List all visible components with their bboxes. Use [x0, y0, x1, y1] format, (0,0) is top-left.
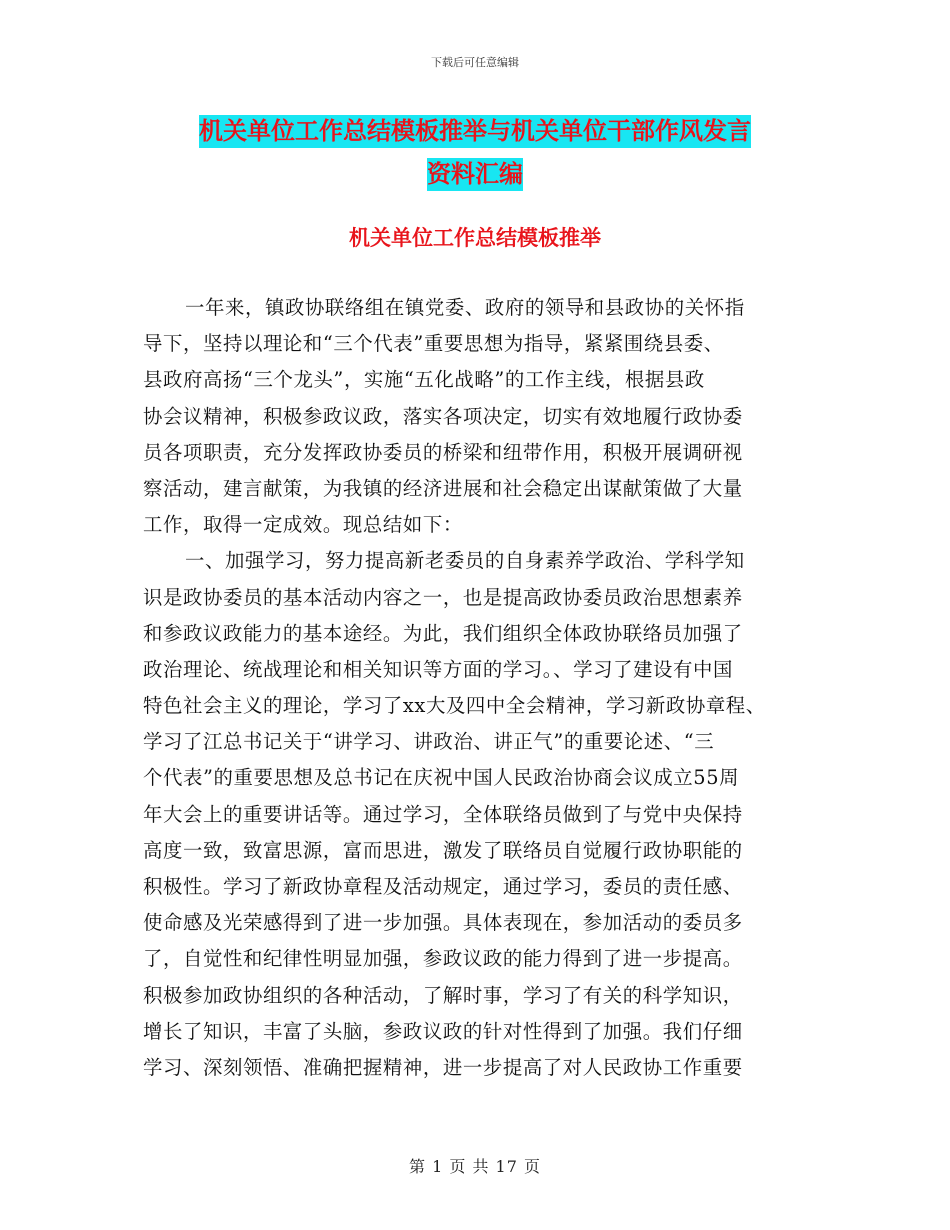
- paragraph-line: 一、加强学习，努力提高新老委员的自身素养学政治、学科学知: [185, 549, 745, 573]
- paragraph-line: 特色社会主义的理论，学习了xx大及四中全会精神，学习新政协章程、: [143, 694, 766, 718]
- paragraph-line: 和参政议政能力的基本途经。为此，我们组织全体政协联络员加强了: [143, 621, 743, 645]
- paragraph-line: 导下，坚持以理论和“三个代表”重要思想为指导，紧紧围绕县委、: [143, 332, 724, 356]
- header-note: 下载后可任意编辑: [431, 56, 519, 69]
- paragraph-line: 一年来，镇政协联络组在镇党委、政府的领导和县政协的关怀指: [185, 296, 745, 319]
- paragraph-line: 学习了江总书记关于“讲学习、讲政治、讲正气”的重要论述、“三: [143, 730, 715, 754]
- paragraph-line: 使命感及光荣感得到了进一步加强。具体表现在，参加活动的委员多: [143, 911, 743, 935]
- paragraph-line: 增长了知识，丰富了头脑，参政议政的针对性得到了加强。我们仔细: [143, 1019, 743, 1043]
- paragraph-line: 高度一致，致富思源，富而思进，激发了联络员自觉履行政协职能的: [143, 838, 743, 862]
- paragraph-line: 积极性。学习了新政协章程及活动规定，通过学习，委员的责任感、: [143, 875, 743, 898]
- paragraph-line: 积极参加政协组织的各种活动，了解时事，学习了有关的科学知识，: [143, 983, 743, 1007]
- paragraph-line: 工作，取得一定成效。现总结如下：: [143, 513, 463, 537]
- paragraph-line: 识是政协委员的基本活动内容之一，也是提高政协委员政治思想素养: [143, 585, 743, 609]
- title-line-2: 资料汇编: [427, 158, 523, 191]
- paragraph-line: 学习、深刻领悟、准确把握精神，进一步提高了对人民政协工作重要: [143, 1055, 743, 1079]
- paragraph-line: 年大会上的重要讲话等。通过学习，全体联络员做到了与党中央保持: [143, 802, 743, 826]
- document-title: [0, 110, 950, 196]
- paragraph-line: 协会议精神，积极参政议政，落实各项决定，切实有效地履行政协委: [143, 404, 743, 428]
- title-line-1: 机关单位工作总结模板推举与机关单位干部作风发言: [199, 115, 751, 148]
- paragraph-line: 个代表”的重要思想及总书记在庆祝中国人民政治协商会议成立55周: [143, 766, 740, 790]
- paragraph-line: 察活动，建言献策，为我镇的经济进展和社会稳定出谋献策做了大量: [143, 476, 743, 500]
- paragraph-line: 员各项职责，充分发挥政协委员的桥梁和纽带作用，积极开展调研视: [143, 440, 743, 464]
- paragraph-line: 县政府高扬“三个龙头”，实施“五化战略”的工作主线，根据县政: [143, 368, 705, 392]
- paragraph-line: 了，自觉性和纪律性明显加强，参政议政的能力得到了进一步提高。: [143, 947, 743, 971]
- page-number-footer: 第 1 页 共 17 页: [409, 1157, 541, 1176]
- section-title: 机关单位工作总结模板推举: [349, 226, 601, 250]
- body-text: [143, 290, 808, 1086]
- paragraph-line: 政治理论、统战理论和相关知识等方面的学习。、学习了建设有中国: [143, 657, 734, 681]
